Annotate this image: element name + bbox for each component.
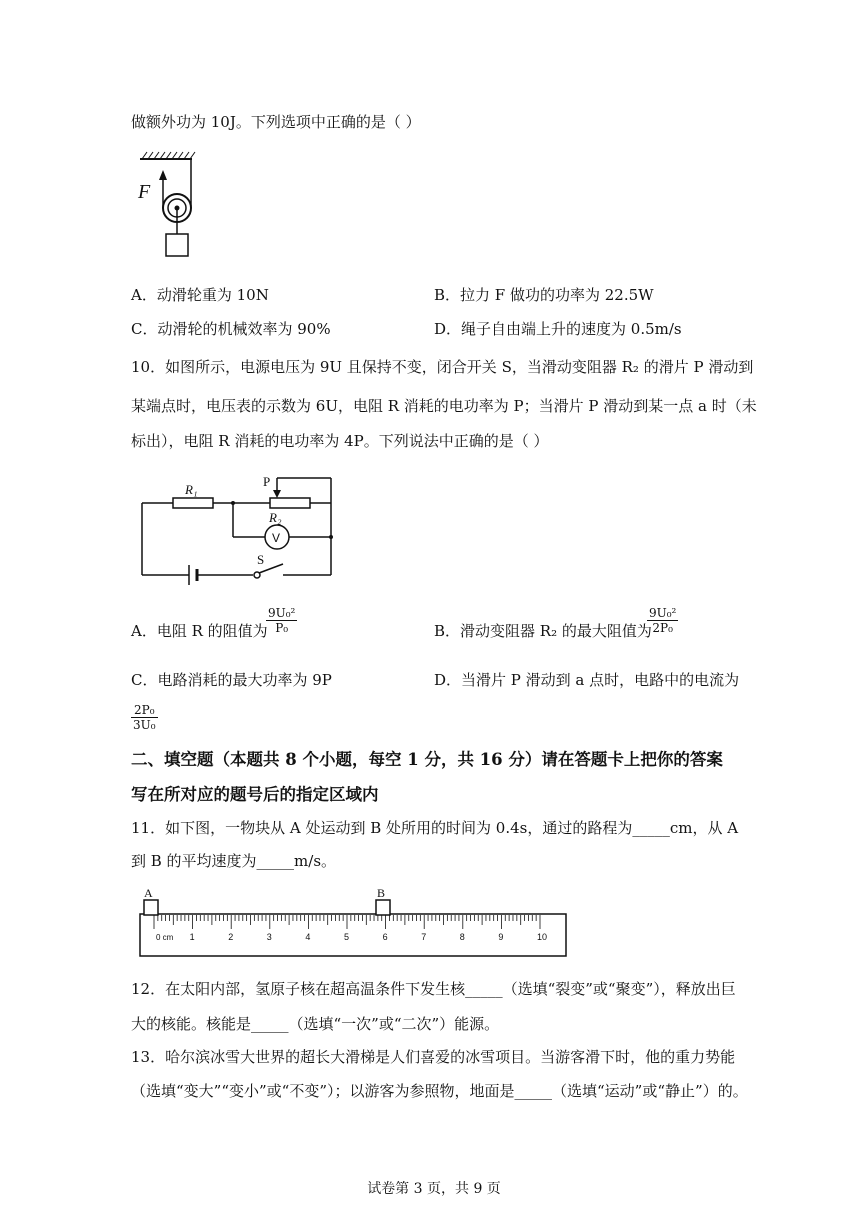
ruler-number: 5: [344, 932, 350, 942]
q9-option-a: A．动滑轮重为 10N: [131, 286, 269, 304]
ruler-number: 4: [305, 932, 311, 942]
section2-title-line1: 二、填空题（本题共 8 个小题，每空 1 分，共 16 分）请在答题卡上把你的答案: [131, 750, 723, 769]
ruler-figure: [138, 884, 570, 962]
q11-line2: 到 B 的平均速度为_____m/s。: [131, 852, 337, 870]
page-footer: 试卷第 3 页，共 9 页: [367, 1181, 501, 1197]
pulley-figure: [130, 150, 220, 262]
q10-stem-line2: 某端点时，电压表的示数为 6U，电阻 R 消耗的电功率为 P；当滑片 P 滑动到某一点 a 时（未: [131, 397, 757, 415]
q9-option-b: B．拉力 F 做功的功率为 22.5W: [434, 286, 654, 304]
q9-option-d: D．绳子自由端上升的速度为 0.5m/s: [434, 320, 682, 338]
voltmeter-label: V: [272, 531, 281, 545]
q10-option-d-fraction: [131, 703, 158, 732]
switch-label: S: [257, 552, 265, 567]
ruler-number: 7: [421, 932, 427, 942]
circuit-figure: [135, 470, 340, 585]
fraction-denominator: P₀: [275, 621, 289, 635]
q10-stem-line3: 标出），电阻 R 消耗的电功率为 4P。下列说法中正确的是（ ）: [131, 432, 549, 450]
section2-title-line2: 写在所对应的题号后的指定区域内: [131, 785, 379, 804]
r2-label: R₂: [269, 510, 282, 525]
r1-label: R₁: [185, 482, 198, 497]
q10-option-b: B．滑动变阻器 R₂ 的最大阻值为: [434, 622, 652, 640]
block-b: [376, 900, 390, 915]
q10-option-d: D．当滑片 P 滑动到 a 点时，电路中的电流为: [434, 671, 740, 689]
ruler-number: 9: [498, 932, 504, 942]
ruler-number: 8: [459, 932, 465, 942]
ruler-number: 10: [537, 932, 548, 942]
q10-option-a-fraction: [266, 606, 297, 635]
ruler-number: 2: [228, 932, 234, 942]
fraction-denominator: 3U₀: [133, 718, 156, 732]
fraction-numerator: 2P₀: [131, 703, 158, 718]
q9-stem-tail: 做额外功为 10J。下列选项中正确的是（ ）: [131, 113, 421, 131]
q10-option-b-fraction: [647, 606, 678, 635]
block-b-label: B: [377, 886, 386, 900]
q11-line1: 11．如下图，一物块从 A 处运动到 B 处所用的时间为 0.4s，通过的路程为_____cm，从 A: [131, 819, 739, 837]
block-a-label: A: [144, 886, 153, 900]
fraction-denominator: 2P₀: [652, 621, 673, 635]
ruler-number: 1: [189, 932, 195, 942]
ruler-number: 3: [266, 932, 272, 942]
block-a: [144, 900, 158, 915]
q12-line1: 12．在太阳内部，氢原子核在超高温条件下发生核_____（选填“裂变”或“聚变”），释放出巨: [131, 980, 736, 998]
q13-line1: 13．哈尔滨冰雪大世界的超长大滑梯是人们喜爱的冰雪项目。当游客滑下时，他的重力势能: [131, 1048, 736, 1066]
force-label: F: [138, 181, 151, 203]
q9-option-c: C．动滑轮的机械效率为 90%: [131, 320, 331, 338]
fraction-numerator: 9U₀²: [268, 606, 296, 620]
q10-option-a: A．电阻 R 的阻值为: [131, 622, 268, 640]
q10-stem-line1: 10．如图所示，电源电压为 9U 且保持不变，闭合开关 S，当滑动变阻器 R₂ 的滑片 P 滑动到: [131, 358, 754, 376]
ruler-unit-label: 0 cm: [156, 933, 174, 942]
q10-option-c: C．电路消耗的最大功率为 9P: [131, 671, 332, 689]
fraction-numerator: 9U₀²: [649, 606, 677, 620]
q13-line2: （选填“变大”“变小”或“不变”）；以游客为参照物，地面是_____（选填“运动”或“静止”）的。: [131, 1082, 748, 1100]
q12-line2: 大的核能。核能是_____（选填“一次”或“二次”）能源。: [131, 1015, 500, 1033]
p-label: P: [263, 474, 271, 489]
ruler-number: 6: [382, 932, 388, 942]
